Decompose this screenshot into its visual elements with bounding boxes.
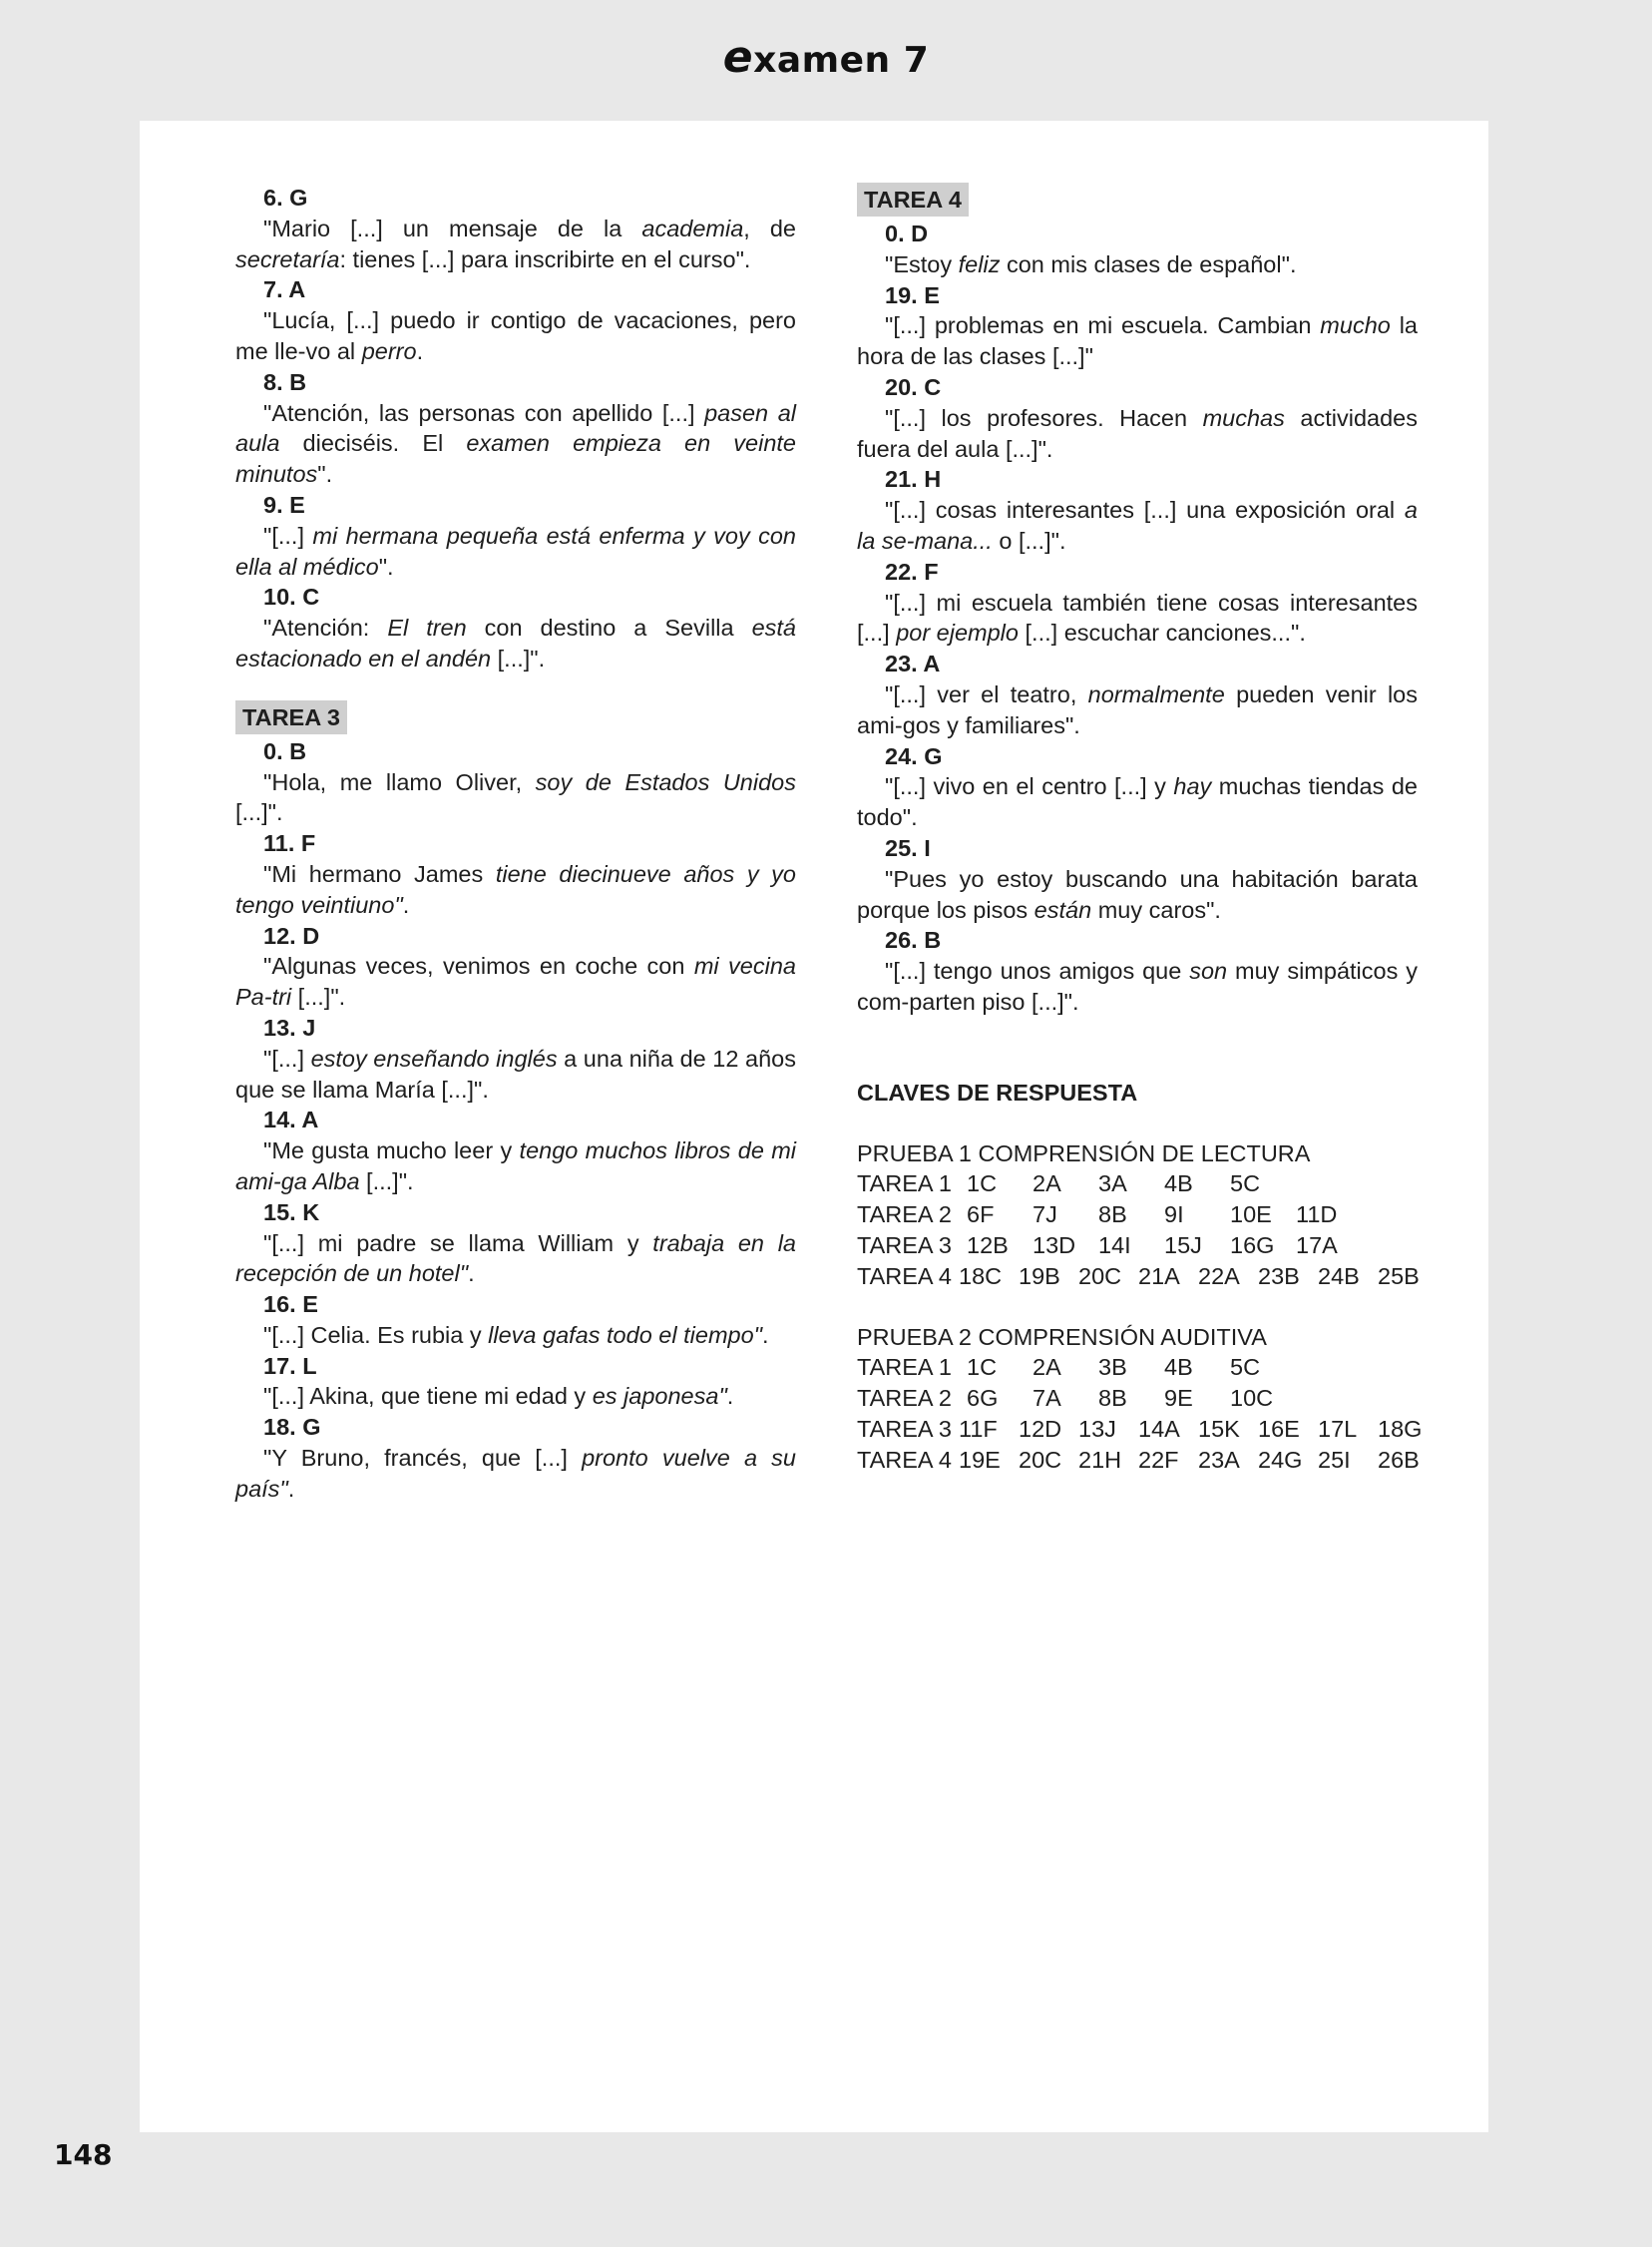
key-answer: 23A <box>1198 1446 1240 1473</box>
key-answer: 4B <box>1164 1354 1193 1381</box>
answer-number: 18. G <box>263 1414 321 1441</box>
answer-number: 10. C <box>263 584 320 611</box>
answer-quote: "Atención: El tren con destino a Sevilla está estacionado en el andén [...]". <box>235 615 796 672</box>
key-answer: 17L <box>1318 1415 1358 1442</box>
answer-quote: "[...] mi padre se llama William y trabaja en la recepción de un hotel". <box>235 1229 796 1287</box>
page-title <box>0 32 1652 83</box>
answer-quote: "[...] tengo unos amigos que son muy simpáticos y com-parten piso [...]". <box>857 958 1418 1015</box>
key-answer: 15K <box>1198 1415 1240 1442</box>
key-row-label: TAREA 3 <box>857 1231 952 1258</box>
answer-key <box>857 1138 1423 1476</box>
key-row <box>857 1230 1418 1261</box>
answer-item <box>857 557 1418 649</box>
key-answer: 8B <box>1098 1385 1127 1412</box>
answer-number: 15. K <box>263 1198 320 1225</box>
answer-number: 25. I <box>885 834 931 861</box>
answer-quote: "Mi hermano James tiene diecinueve años y yo tengo veintiuno". <box>235 860 796 918</box>
key-answer: 2A <box>1032 1170 1061 1197</box>
answer-item <box>235 736 796 828</box>
key-answer: 18C <box>959 1262 1003 1289</box>
key-row-label: TAREA 3 <box>857 1415 952 1442</box>
answer-item <box>235 828 796 920</box>
key-answer: 25B <box>1378 1262 1420 1289</box>
answer-quote: "[...] ver el teatro, normalmente pueden venir los ami-gos y familiares". <box>857 680 1419 738</box>
answer-item <box>235 274 796 366</box>
answer-item <box>857 219 1418 280</box>
key-answer: 11D <box>1296 1201 1338 1228</box>
key-answer: 3A <box>1098 1170 1127 1197</box>
answer-quote: "[...] Celia. Es rubia y lleva gafas todo el tiempo". <box>263 1321 769 1348</box>
answer-number: 23. A <box>885 651 941 677</box>
key-row <box>857 1261 1418 1292</box>
key-row <box>857 1383 1418 1414</box>
key-row <box>857 1168 1418 1199</box>
prueba-block <box>857 1138 1418 1292</box>
key-answer: 25I <box>1318 1446 1351 1473</box>
answer-list-tarea-2 <box>235 183 796 674</box>
key-answer: 22A <box>1198 1262 1240 1289</box>
title-text: xamen 7 <box>753 40 930 81</box>
key-answer: 10C <box>1230 1385 1274 1412</box>
key-answer: 2A <box>1032 1354 1061 1381</box>
key-answer: 1C <box>967 1354 998 1381</box>
key-answer: 16G <box>1230 1231 1275 1258</box>
key-answer: 6G <box>967 1385 999 1412</box>
key-answer: 5C <box>1230 1170 1261 1197</box>
key-answer: 14I <box>1098 1231 1131 1258</box>
key-row-label: TAREA 1 <box>857 1354 952 1381</box>
key-answer: 23B <box>1258 1262 1300 1289</box>
answer-item <box>857 741 1418 833</box>
key-answer: 26B <box>1378 1446 1420 1473</box>
answer-number: 12. D <box>263 922 320 949</box>
answer-list-tarea-4 <box>857 219 1418 1018</box>
key-row <box>857 1414 1423 1445</box>
answer-number: 0. D <box>885 221 929 246</box>
key-answer: 15J <box>1164 1231 1202 1258</box>
answer-item <box>235 490 796 582</box>
answer-quote: "Mario [...] un mensaje de la academia, de secretaría: tienes [...] para inscribirte en el curso". <box>235 215 796 272</box>
answer-quote: "[...] vivo en el centro [...] y hay muchas tiendas de todo". <box>857 773 1418 831</box>
answer-number: 17. L <box>263 1352 317 1379</box>
answer-item <box>235 1412 796 1504</box>
key-row <box>857 1199 1418 1230</box>
key-answer: 8B <box>1098 1201 1127 1228</box>
content-page <box>140 121 1488 2132</box>
answer-quote: "Lucía, [...] puedo ir contigo de vacaciones, pero me lle-vo al perro. <box>235 307 796 364</box>
key-answer: 11F <box>959 1415 998 1442</box>
page-number: 148 <box>54 2138 113 2171</box>
left-column <box>235 183 796 1505</box>
key-answer: 21A <box>1138 1262 1180 1289</box>
answer-item <box>857 649 1418 740</box>
key-answer: 12D <box>1019 1415 1062 1442</box>
key-answer: 7A <box>1032 1385 1061 1412</box>
answer-number: 24. G <box>885 742 943 769</box>
answer-number: 26. B <box>885 927 942 954</box>
key-row-label: TAREA 4 <box>857 1446 952 1473</box>
answer-quote: "Pues yo estoy buscando una habitación barata porque los pisos están muy caros". <box>857 865 1418 923</box>
answer-number: 19. E <box>885 281 940 308</box>
key-answer: 22F <box>1138 1446 1179 1473</box>
answer-number: 13. J <box>263 1014 316 1041</box>
title-e-glyph: e <box>722 32 754 83</box>
right-column <box>857 183 1423 1475</box>
key-answer: 12B <box>967 1231 1009 1258</box>
answer-quote: "Estoy feliz con mis clases de español". <box>885 250 1297 277</box>
key-answer: 13D <box>1032 1231 1076 1258</box>
tarea-3-label: TAREA 3 <box>235 700 347 734</box>
answer-number: 14. A <box>263 1107 319 1133</box>
answer-quote: "Hola, me llamo Oliver, soy de Estados Unidos [...]". <box>235 768 796 826</box>
key-answer: 19E <box>959 1446 1001 1473</box>
answer-quote: "[...] Akina, que tiene mi edad y es japonesa". <box>263 1383 734 1410</box>
key-answer: 1C <box>967 1170 998 1197</box>
key-answer: 5C <box>1230 1354 1261 1381</box>
answer-item <box>235 1013 796 1105</box>
key-answer: 18G <box>1378 1415 1423 1442</box>
answer-item <box>235 183 796 274</box>
key-answer: 13J <box>1078 1415 1116 1442</box>
answer-quote: "Y Bruno, francés, que [...] pronto vuelve a su país". <box>235 1445 797 1502</box>
key-answer: 20C <box>1019 1446 1062 1473</box>
answer-quote: "Atención, las personas con apellido [...] pasen al aula dieciséis. El examen empieza en veinte minutos". <box>235 399 796 488</box>
answer-number: 6. G <box>263 185 308 211</box>
key-answer: 17A <box>1296 1231 1338 1258</box>
key-answer: 6F <box>967 1201 995 1228</box>
answer-quote: "Algunas veces, venimos en coche con mi vecina Pa-tri [...]". <box>235 953 796 1011</box>
answer-quote: "[...] cosas interesantes [...] una exposición oral a la se-mana... o [...]". <box>857 497 1418 554</box>
key-answer: 10E <box>1230 1201 1272 1228</box>
answer-item <box>857 925 1418 1017</box>
answer-item <box>235 582 796 674</box>
prueba-block <box>857 1322 1423 1476</box>
answer-number: 7. A <box>263 276 306 303</box>
prueba-title: PRUEBA 2 COMPRENSIÓN AUDITIVA <box>857 1323 1267 1350</box>
answer-quote: "Me gusta mucho leer y tengo muchos libros de mi ami-ga Alba [...]". <box>235 1137 797 1194</box>
answer-number: 8. B <box>263 368 307 395</box>
key-answer: 24G <box>1258 1446 1303 1473</box>
answer-number: 16. E <box>263 1291 318 1318</box>
answer-quote: "[...] los profesores. Hacen muchas actividades fuera del aula [...]". <box>857 404 1418 462</box>
key-answer: 3B <box>1098 1354 1127 1381</box>
key-answer: 4B <box>1164 1170 1193 1197</box>
answer-number: 22. F <box>885 558 939 585</box>
answer-item <box>235 1289 796 1351</box>
prueba-title: PRUEBA 1 COMPRENSIÓN DE LECTURA <box>857 1139 1311 1166</box>
answer-item <box>235 1351 796 1413</box>
key-answer: 16E <box>1258 1415 1300 1442</box>
key-row-label: TAREA 4 <box>857 1262 952 1289</box>
answer-quote: "[...] mi hermana pequeña está enferma y voy con ella al médico". <box>235 522 796 580</box>
key-row-label: TAREA 2 <box>857 1385 952 1412</box>
key-answer: 24B <box>1318 1262 1360 1289</box>
answer-number: 0. B <box>263 737 307 764</box>
answer-quote: "[...] mi escuela también tiene cosas interesantes [...] por ejemplo [...] escuchar canciones...". <box>857 589 1418 647</box>
answer-number: 20. C <box>885 373 942 400</box>
claves-title: CLAVES DE RESPUESTA <box>857 1079 1138 1106</box>
answer-item <box>235 1197 796 1289</box>
key-answer: 20C <box>1078 1262 1122 1289</box>
answer-list-tarea-3 <box>235 736 796 1505</box>
key-row-label: TAREA 2 <box>857 1201 952 1228</box>
answer-item <box>857 280 1418 372</box>
key-answer: 21H <box>1078 1446 1122 1473</box>
answer-item <box>235 1105 796 1196</box>
tarea-4-label: TAREA 4 <box>857 183 969 217</box>
key-answer: 19B <box>1019 1262 1060 1289</box>
key-row <box>857 1445 1418 1476</box>
key-answer: 7J <box>1032 1201 1057 1228</box>
key-row <box>857 1352 1418 1383</box>
answer-quote: "[...] estoy enseñando inglés a una niña de 12 años que se llama María [...]". <box>235 1045 796 1103</box>
key-answer: 9E <box>1164 1385 1193 1412</box>
answer-item <box>857 464 1418 556</box>
answer-quote: "[...] problemas en mi escuela. Cambian mucho la hora de las clases [...]" <box>857 312 1418 370</box>
answer-item <box>235 367 796 490</box>
answer-number: 21. H <box>885 466 942 493</box>
key-answer: 9I <box>1164 1201 1184 1228</box>
answer-item <box>857 833 1418 925</box>
answer-item <box>857 372 1418 464</box>
key-row-label: TAREA 1 <box>857 1170 952 1197</box>
answer-item <box>235 921 796 1013</box>
key-answer: 14A <box>1138 1415 1180 1442</box>
answer-number: 9. E <box>263 491 305 518</box>
answer-number: 11. F <box>263 830 316 857</box>
